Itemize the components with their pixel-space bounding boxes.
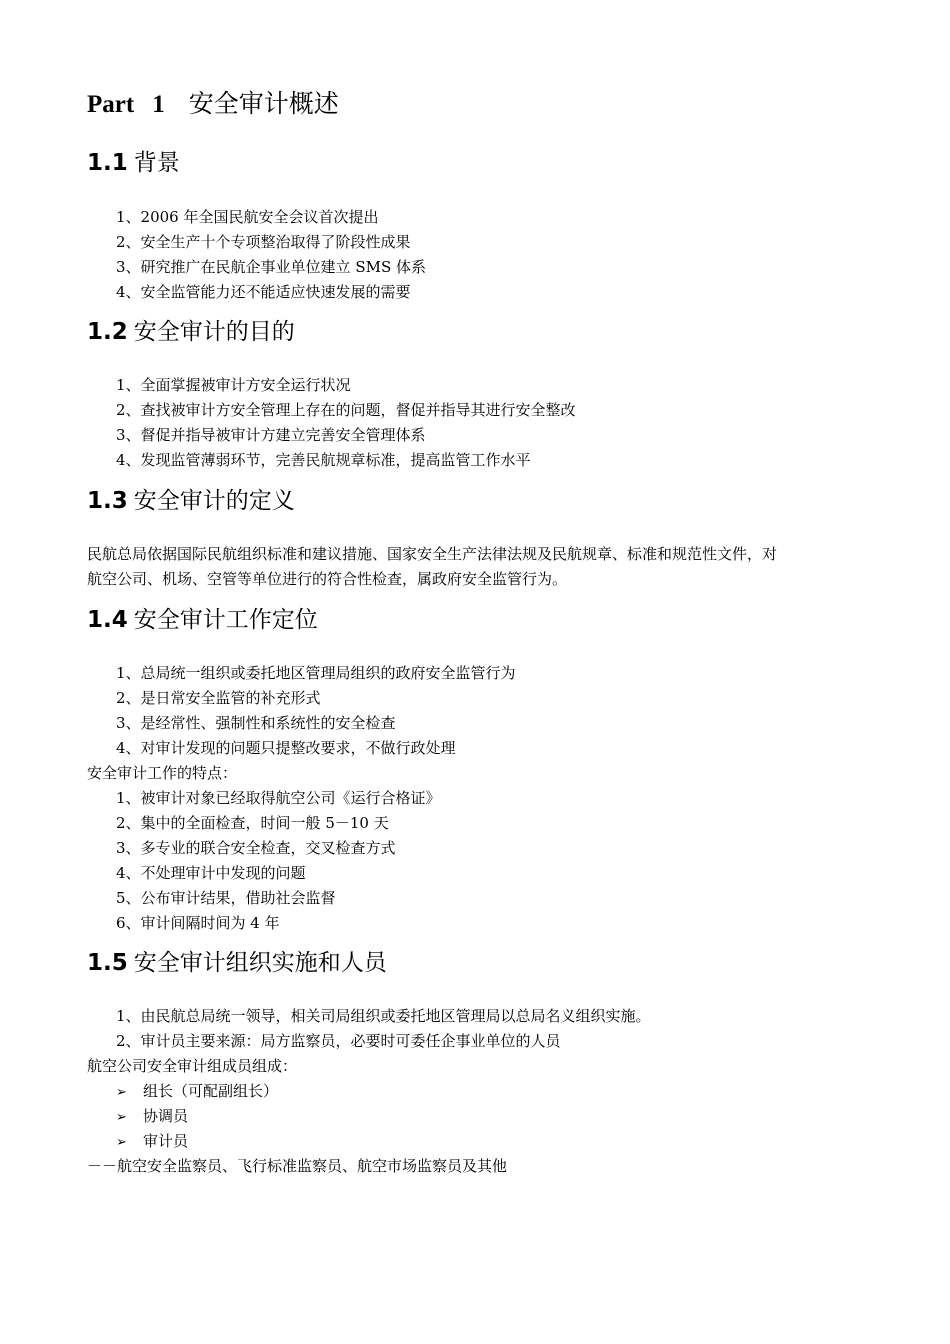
team-member-item: [87, 1079, 887, 1104]
section-organization: [87, 946, 887, 980]
section-title: 安全审计的定义: [133, 488, 295, 514]
team-member-item: [87, 1104, 887, 1129]
section-title: 安全审计的目的: [133, 319, 295, 345]
list-item: 2、查找被审计方安全管理上存在的问题，督促并指导其进行安全整改: [116, 401, 576, 419]
background-list: [87, 205, 887, 305]
purpose-list: [87, 373, 887, 473]
section-heading: [87, 484, 887, 518]
section-heading: [87, 946, 887, 980]
section-title: 安全审计工作定位: [133, 607, 318, 633]
list-item: 2、集中的全面检查，时间一般 5－10 天: [116, 814, 389, 832]
section-heading: [87, 315, 887, 349]
features-label: 安全审计工作的特点：: [87, 764, 238, 782]
list-item: 1、全面掌握被审计方安全运行状况: [116, 376, 351, 394]
member-label: 协调员: [143, 1107, 189, 1125]
team-label: 航空公司安全审计组成员组成：: [87, 1057, 298, 1075]
list-item: 2、审计员主要来源：局方监察员，必要时可委任企事业单位的人员: [116, 1032, 561, 1050]
positioning-list: [87, 661, 887, 936]
section-number: 1.4: [87, 607, 128, 633]
list-item: 4、发现监管薄弱环节，完善民航规章标准，提高监管工作水平: [116, 451, 531, 469]
list-item: 6、审计间隔时间为 4 年: [116, 914, 280, 932]
member-label: 审计员: [143, 1132, 189, 1150]
list-item: 1、被审计对象已经取得航空公司《运行合格证》: [116, 789, 441, 807]
part-number: 1: [152, 91, 165, 118]
section-heading: [87, 146, 887, 180]
paragraph-line: 民航总局依据国际民航组织标准和建议措施、国家安全生产法律法规及民航规章、标准和规范性文件，对: [87, 545, 778, 563]
section-positioning: [87, 603, 887, 637]
section-heading: [87, 603, 887, 637]
section-title: 安全审计组织实施和人员: [133, 950, 387, 976]
organization-list: [87, 1004, 887, 1179]
arrow-bullet-icon: ➢: [116, 1085, 127, 1100]
list-item: 3、督促并指导被审计方建立完善安全管理体系: [116, 426, 426, 444]
arrow-bullet-icon: ➢: [116, 1135, 127, 1150]
member-label: 组长（可配副组长）: [143, 1082, 279, 1100]
list-item: 3、多专业的联合安全检查，交叉检查方式: [116, 839, 396, 857]
part-title: [87, 86, 339, 123]
section-number: 1.1: [87, 150, 128, 176]
section-number: 1.5: [87, 950, 128, 976]
list-item: 4、不处理审计中发现的问题: [116, 864, 306, 882]
part-label: Part: [87, 91, 135, 118]
section-background: [87, 146, 887, 180]
list-item: 3、是经常性、强制性和系统性的安全检查: [116, 714, 396, 732]
list-item: 2、安全生产十个专项整治取得了阶段性成果: [116, 233, 411, 251]
team-member-item: [87, 1129, 887, 1154]
section-title: 背景: [133, 150, 180, 176]
list-item: 1、总局统一组织或委托地区管理局组织的政府安全监管行为: [116, 664, 516, 682]
section-number: 1.3: [87, 488, 128, 514]
list-item: 3、研究推广在民航企事业单位建立 SMS 体系: [116, 258, 426, 276]
list-item: 2、是日常安全监管的补充形式: [116, 689, 321, 707]
auditor-note: －－航空安全监察员、飞行标准监察员、航空市场监察员及其他: [87, 1157, 508, 1175]
list-item: 4、安全监管能力还不能适应快速发展的需要: [116, 283, 411, 301]
definition-paragraph: [87, 542, 877, 592]
section-definition: [87, 484, 887, 518]
paragraph-line: 航空公司、机场、空管等单位进行的符合性检查，属政府安全监管行为。: [87, 570, 568, 588]
section-number: 1.2: [87, 319, 128, 345]
section-purpose: [87, 315, 887, 349]
arrow-bullet-icon: ➢: [116, 1110, 127, 1125]
part-title-text: 安全审计概述: [188, 89, 339, 118]
list-item: 5、公布审计结果，借助社会监督: [116, 889, 336, 907]
list-item: 4、对审计发现的问题只提整改要求，不做行政处理: [116, 739, 456, 757]
list-item: 1、2006 年全国民航安全会议首次提出: [116, 208, 379, 226]
list-item: 1、由民航总局统一领导，相关司局组织或委托地区管理局以总局名义组织实施。: [116, 1007, 651, 1025]
